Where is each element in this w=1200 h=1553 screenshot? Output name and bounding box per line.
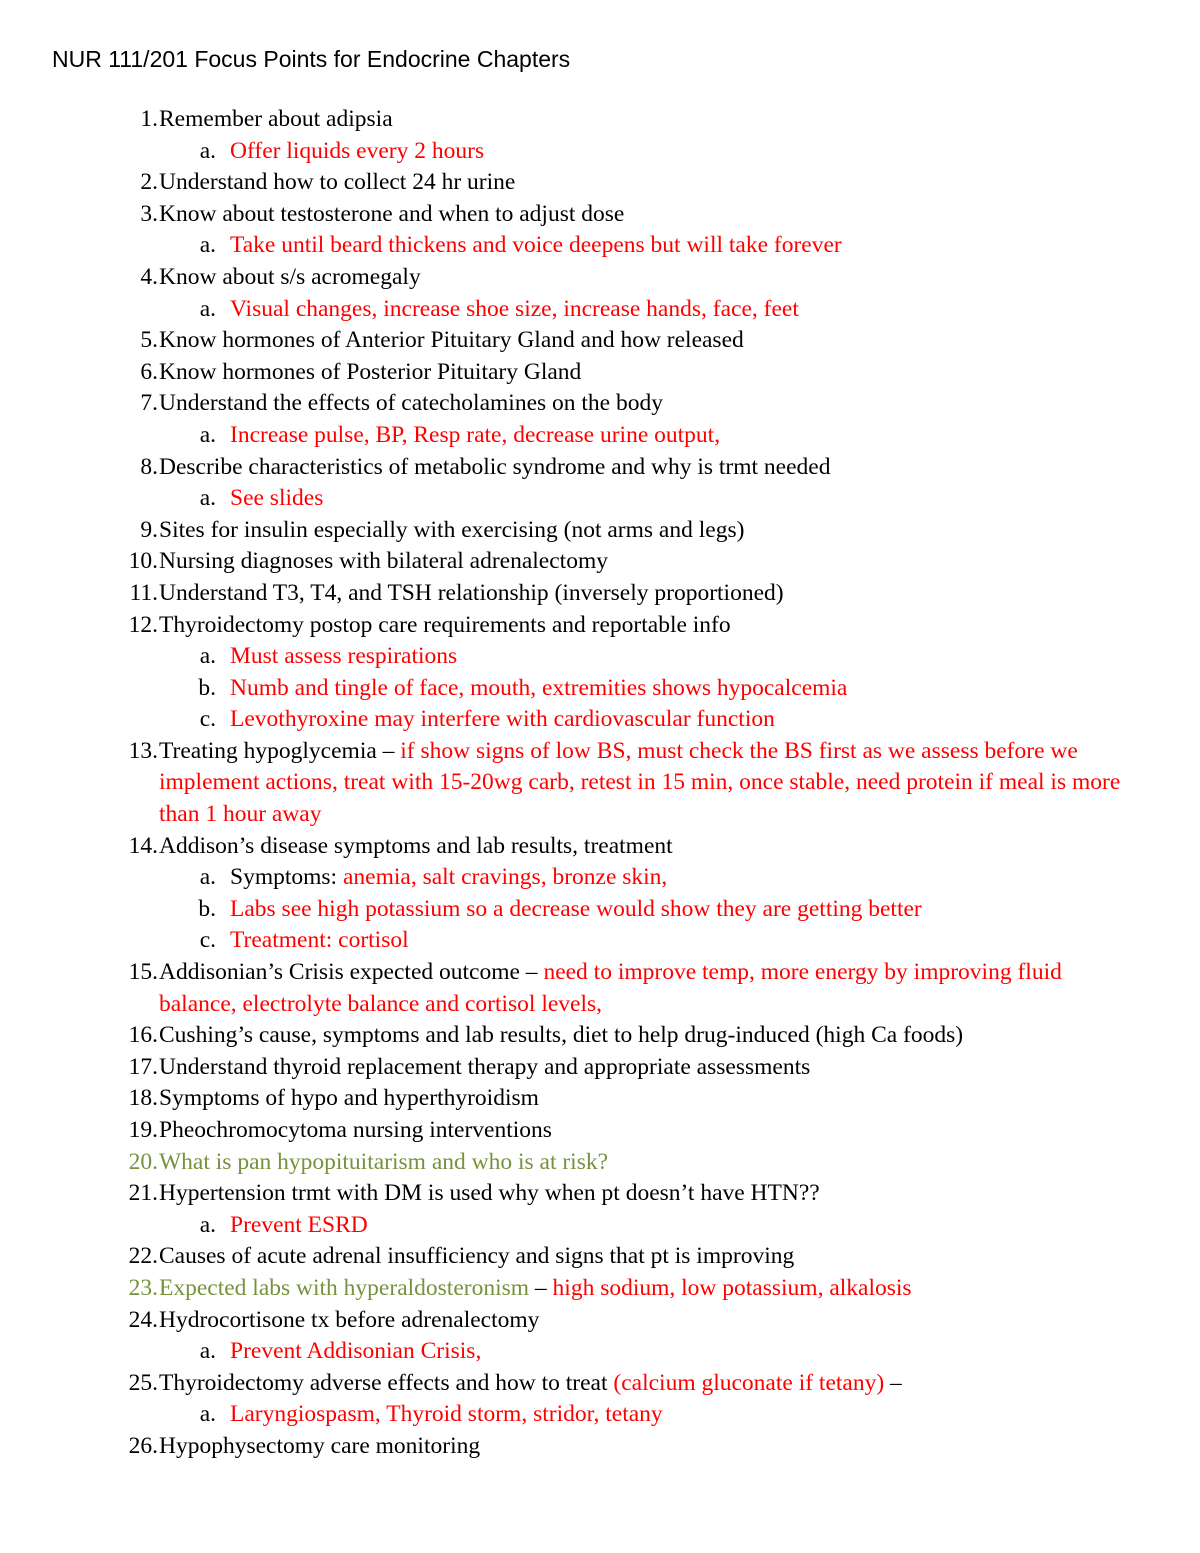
sub-item-text (230, 1336, 1200, 1368)
sub-item-text-segment: Take until beard thickens and voice deepens but will take forever (230, 232, 842, 259)
item-number: 20. (128, 1148, 158, 1175)
item-text (159, 1147, 1129, 1179)
item-text-segment: Cushing’s cause, symptoms and lab results, diet to help drug-induced (high Ca foods) (159, 1022, 964, 1049)
item-number: 8. (140, 453, 158, 480)
list-item (0, 831, 1200, 863)
sub-item-letter: a. (199, 643, 216, 670)
sub-item (0, 136, 1200, 168)
list-item (0, 1273, 1200, 1305)
item-text (159, 610, 1129, 642)
list-item (0, 610, 1200, 642)
list-item (0, 1368, 1200, 1400)
item-text-segment: Understand how to collect 24 hr urine (159, 169, 516, 196)
list-item (0, 1178, 1200, 1210)
sub-item (0, 1210, 1200, 1242)
item-text (159, 515, 1129, 547)
item-text-segment: need to improve temp, more energy by improving fluid balance, electrolyte balance and cortisol levels, (159, 959, 1062, 1017)
sub-item (0, 862, 1200, 894)
list-item (0, 167, 1200, 199)
item-text-segment: Expected labs with hyperaldosteronism (159, 1274, 530, 1301)
item-number: 9. (140, 516, 158, 543)
item-number: 21. (128, 1180, 158, 1207)
item-text-segment: (calcium gluconate if tetany) (613, 1369, 885, 1396)
list-item (0, 1241, 1200, 1273)
item-text-segment: Thyroidectomy adverse effects and how to treat (159, 1369, 614, 1396)
sub-item-letter: a. (199, 232, 216, 259)
item-number: 11. (129, 579, 158, 606)
list-item (0, 452, 1200, 484)
sub-item-letter: a. (199, 485, 216, 512)
focus-points-list (0, 104, 1200, 1463)
item-text (159, 1241, 1129, 1273)
item-text-segment: Hypertension trmt with DM is used why when pt doesn’t have HTN?? (159, 1180, 820, 1207)
item-text-segment: Thyroidectomy postop care requirements and reportable info (159, 611, 731, 638)
item-number: 7. (140, 390, 158, 417)
sub-item (0, 483, 1200, 515)
sub-item-text-segment: anemia, salt cravings, bronze skin, (342, 864, 668, 891)
item-text-segment: high sodium, low potassium, alkalosis (552, 1274, 912, 1301)
item-text-segment: Know hormones of Posterior Pituitary Gland (159, 358, 582, 385)
sub-item-letter: a. (199, 137, 216, 164)
item-text (159, 578, 1129, 610)
item-text-segment: Describe characteristics of metabolic syndrome and why is trmt needed (159, 453, 831, 480)
item-number: 13. (128, 737, 158, 764)
item-number: 19. (128, 1117, 158, 1143)
list-item (0, 546, 1200, 578)
item-text (159, 546, 1129, 578)
item-text-segment: Remember about adipsia (159, 106, 393, 132)
sub-item (0, 894, 1200, 926)
item-text (159, 167, 1129, 199)
item-text-segment: Pheochromocytoma nursing interventions (159, 1117, 552, 1143)
sub-item-text-segment: See slides (230, 485, 324, 512)
sub-item (0, 230, 1200, 262)
item-number: 15. (128, 959, 158, 986)
item-text-segment: What is pan hypopituitarism and who is at risk? (159, 1148, 609, 1175)
sub-item-letter: c. (199, 706, 216, 733)
sub-item-text (230, 1399, 1200, 1431)
sub-item-text (230, 294, 1200, 326)
item-text (159, 104, 1129, 136)
item-number: 5. (140, 327, 158, 354)
sub-item-letter: a. (199, 1401, 216, 1428)
item-text-segment: Nursing diagnoses with bilateral adrenalectomy (159, 548, 608, 575)
item-text (159, 1178, 1129, 1210)
item-text-segment: Hydrocortisone tx before adrenalectomy (159, 1306, 540, 1333)
sub-item (0, 420, 1200, 452)
list-item (0, 1083, 1200, 1115)
sub-item-text (230, 925, 1200, 957)
sub-item-text-segment: Increase pulse, BP, Resp rate, decrease urine output, (230, 421, 721, 448)
list-item (0, 957, 1200, 1020)
sub-item (0, 1336, 1200, 1368)
item-text (159, 1115, 1129, 1147)
item-number: 22. (128, 1243, 158, 1270)
sub-item (0, 704, 1200, 736)
sub-item-text-segment: Must assess respirations (230, 643, 458, 670)
item-number: 24. (128, 1306, 158, 1333)
item-text-segment: Treating hypoglycemia – (159, 737, 401, 764)
item-text-segment: Hypophysectomy care monitoring (159, 1432, 481, 1459)
item-text (159, 452, 1129, 484)
sub-item-text (230, 1210, 1200, 1242)
sub-item-text (230, 673, 1200, 705)
list-item (0, 1305, 1200, 1337)
sub-item-text-segment: Treatment: cortisol (230, 927, 409, 954)
list-item (0, 578, 1200, 610)
sub-item-text (230, 230, 1200, 262)
sub-item-text-segment: Symptoms: (230, 864, 343, 891)
item-text-segment: – (884, 1369, 902, 1396)
sub-item (0, 641, 1200, 673)
sub-item-letter: a. (199, 295, 216, 322)
list-item (0, 1431, 1200, 1463)
list-item (0, 357, 1200, 389)
item-text (159, 388, 1129, 420)
list-item (0, 1147, 1200, 1179)
item-number: 12. (128, 611, 158, 638)
item-text-segment: Sites for insulin especially with exercising (not arms and legs) (159, 516, 745, 543)
item-number: 18. (128, 1085, 158, 1112)
item-text-segment: Know hormones of Anterior Pituitary Gland and how released (159, 327, 744, 354)
sub-item-text (230, 641, 1200, 673)
item-text-segment: Understand the effects of catecholamines on the body (159, 390, 663, 417)
item-number: 10. (128, 548, 158, 575)
item-number: 6. (140, 358, 158, 385)
item-text-segment: Know about s/s acromegaly (159, 263, 421, 290)
item-text-segment: Understand thyroid replacement therapy and appropriate assessments (159, 1053, 811, 1080)
list-item (0, 262, 1200, 294)
item-number: 25. (128, 1369, 158, 1396)
sub-item-letter: a. (199, 421, 216, 448)
item-text (159, 1368, 1129, 1400)
sub-item-text (230, 136, 1200, 168)
item-text-segment: Know about testosterone and when to adjust dose (159, 200, 625, 227)
item-text (159, 1273, 1129, 1305)
item-text (159, 1431, 1129, 1463)
sub-item-letter: a. (199, 1338, 216, 1365)
item-text (159, 736, 1129, 831)
document-title: NUR 111/201 Focus Points for Endocrine Chapters (52, 46, 571, 72)
sub-item-text-segment: Prevent Addisonian Crisis, (230, 1338, 482, 1365)
sub-item (0, 925, 1200, 957)
item-number: 2. (140, 169, 158, 196)
item-number: 3. (140, 200, 158, 227)
sub-item (0, 294, 1200, 326)
sub-item-letter: a. (199, 864, 216, 891)
list-item (0, 1052, 1200, 1084)
item-text (159, 957, 1129, 1020)
item-text (159, 325, 1129, 357)
sub-item-text-segment: Laryngiospasm, Thyroid storm, stridor, tetany (230, 1401, 663, 1428)
sub-item-text (230, 483, 1200, 515)
item-number: 17. (128, 1053, 158, 1080)
sub-item-text-segment: Levothyroxine may interfere with cardiovascular function (230, 706, 775, 733)
sub-item (0, 673, 1200, 705)
item-text (159, 357, 1129, 389)
item-text (159, 1052, 1129, 1084)
item-text-segment: Addisonian’s Crisis expected outcome – (159, 959, 544, 986)
list-item (0, 736, 1200, 831)
sub-item-letter: b. (198, 674, 216, 701)
list-item (0, 199, 1200, 231)
sub-item (0, 1399, 1200, 1431)
sub-item-text (230, 862, 1200, 894)
sub-item-text-segment: Numb and tingle of face, mouth, extremities shows hypocalcemia (230, 674, 848, 701)
item-text (159, 262, 1129, 294)
item-number: 1. (140, 106, 158, 132)
sub-item-text-segment: Prevent ESRD (230, 1211, 368, 1238)
item-text-segment: Addison’s disease symptoms and lab results, treatment (159, 832, 673, 859)
sub-item-text (230, 704, 1200, 736)
item-text-segment: – (529, 1274, 553, 1301)
sub-item-text (230, 420, 1200, 452)
item-text (159, 199, 1129, 231)
list-item (0, 515, 1200, 547)
list-item (0, 1020, 1200, 1052)
sub-item-text (230, 894, 1200, 926)
item-number: 14. (128, 832, 158, 859)
item-text-segment: Causes of acute adrenal insufficiency and signs that pt is improving (159, 1243, 795, 1270)
item-text-segment: Understand T3, T4, and TSH relationship (inversely proportioned) (159, 579, 784, 606)
item-text (159, 1083, 1129, 1115)
sub-item-text-segment: Offer liquids every 2 hours (230, 137, 485, 164)
item-text (159, 831, 1129, 863)
sub-item-letter: b. (198, 895, 216, 922)
sub-item-text-segment: Labs see high potassium so a decrease would show they are getting better (230, 895, 922, 922)
sub-item-letter: c. (199, 927, 216, 954)
item-text (159, 1305, 1129, 1337)
item-number: 4. (140, 263, 158, 290)
list-item (0, 104, 1200, 136)
item-text-segment: if show signs of low BS, must check the BS first as we assess before we implement actions, treat with 15-20wg carb, retest in 15 min, once stable, need protein if meal is more than 1 hour away (159, 737, 1121, 828)
item-number: 26. (128, 1432, 158, 1459)
item-number: 23. (128, 1274, 158, 1301)
sub-item-text-segment: Visual changes, increase shoe size, increase hands, face, feet (230, 295, 799, 322)
list-item (0, 1115, 1200, 1147)
list-item (0, 325, 1200, 357)
sub-item-letter: a. (199, 1211, 216, 1238)
item-number: 16. (128, 1022, 158, 1049)
list-item (0, 388, 1200, 420)
item-text-segment: Symptoms of hypo and hyperthyroidism (159, 1085, 539, 1112)
item-text (159, 1020, 1129, 1052)
